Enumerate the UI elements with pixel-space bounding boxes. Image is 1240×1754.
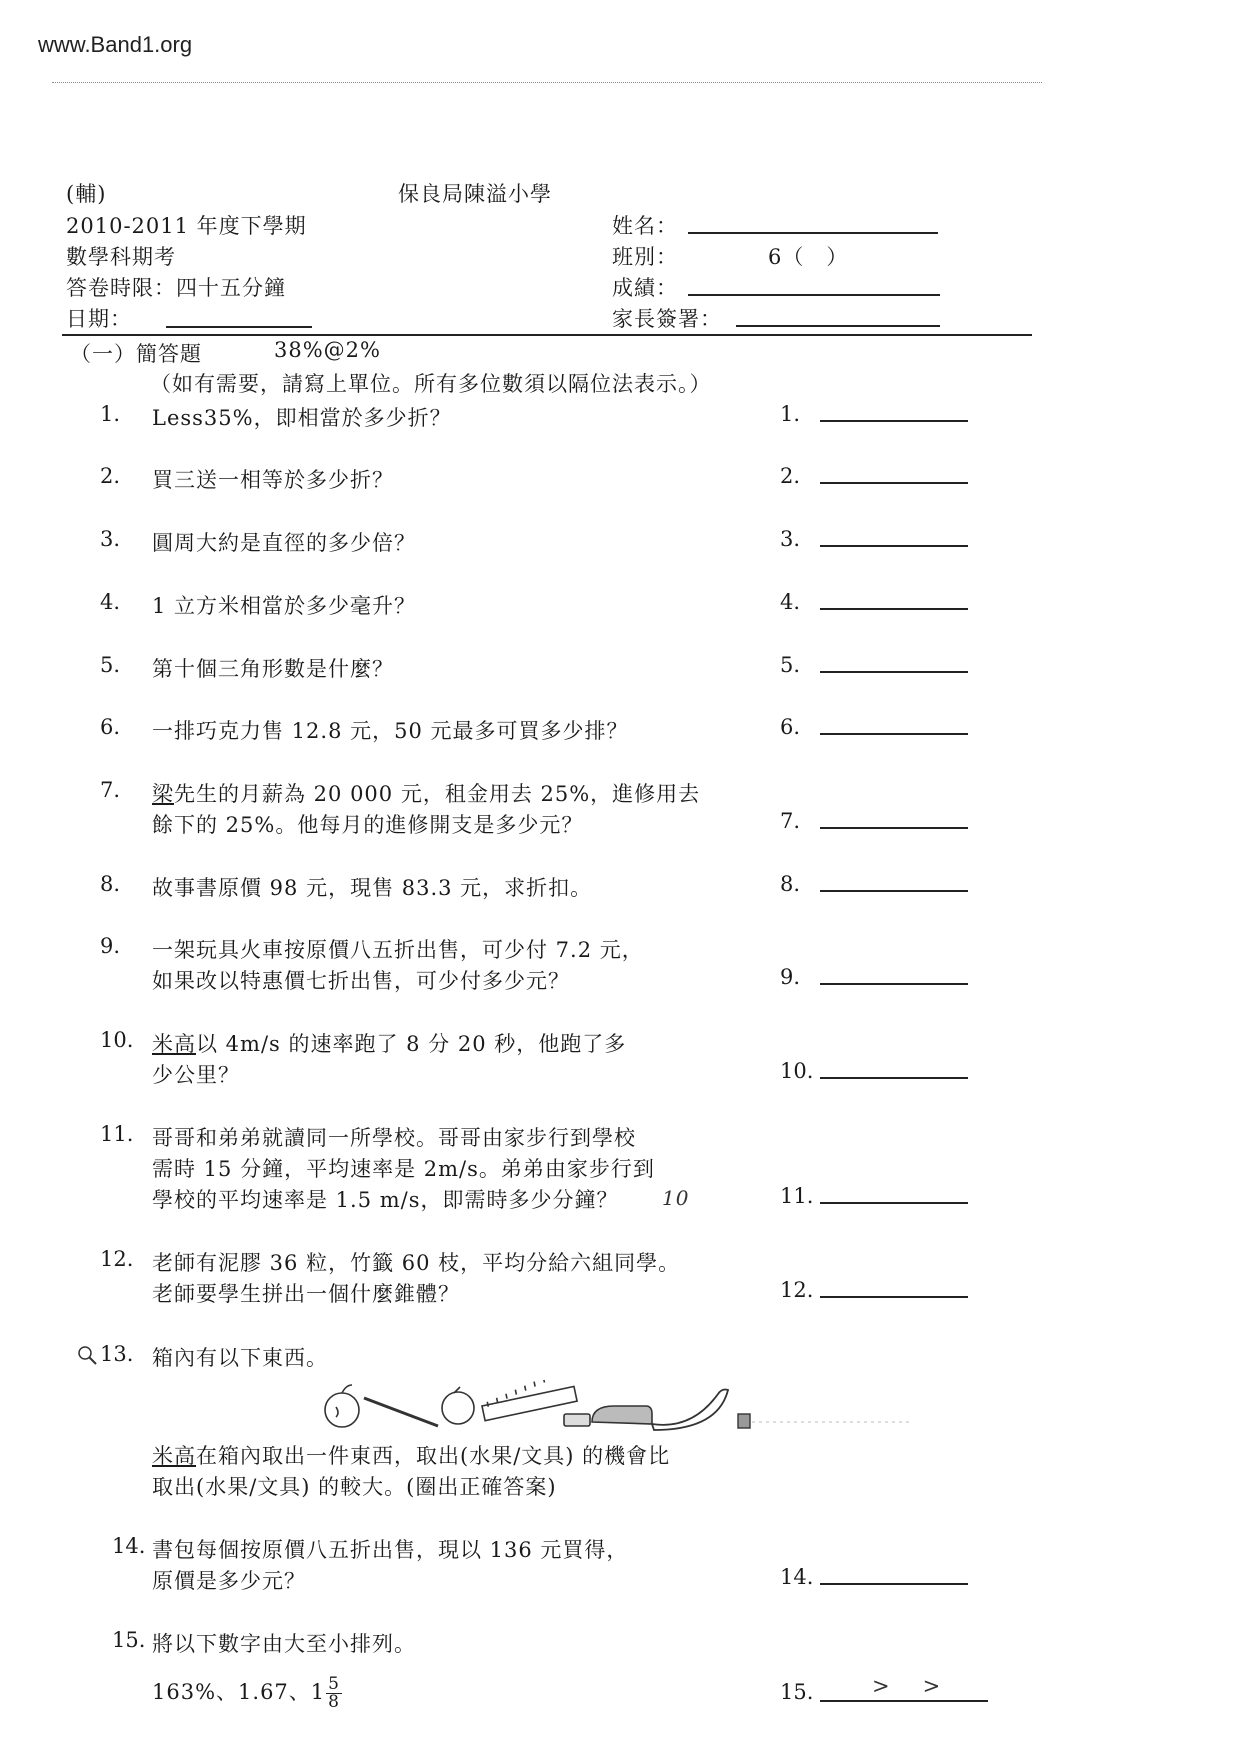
- school-year: 2010-2011 年度下學期: [66, 214, 307, 238]
- answer-number: 14.: [780, 1565, 814, 1589]
- question-text: 餘下的 25%。他每月的進修開支是多少元？: [152, 813, 584, 837]
- paper-tag: (輔): [66, 182, 107, 206]
- sharpener-icon: [738, 1414, 750, 1428]
- question-number: 1.: [100, 402, 121, 426]
- question-number: 9.: [100, 934, 121, 958]
- answer-marks: > >: [872, 1674, 947, 1698]
- question-text: Less35%，即相當於多少折？: [152, 406, 452, 430]
- parent-signature-field[interactable]: [736, 325, 940, 327]
- pencil-icon: [364, 1398, 438, 1426]
- question-number: 8.: [100, 872, 121, 896]
- school-name: 保良局陳溢小學: [398, 182, 552, 206]
- answer-line[interactable]: [820, 890, 968, 892]
- answer-number: 5.: [780, 653, 801, 677]
- question-text: 原價是多少元？: [152, 1569, 306, 1593]
- answer-number: 4.: [780, 590, 801, 614]
- q15-numbers: 163%、1.67、1 $\frac{5}{8}$: [152, 1674, 340, 1712]
- answer-line[interactable]: [820, 1202, 968, 1204]
- question-text: 需時 15 分鐘，平均速率是 2m/s。弟弟由家步行到: [152, 1157, 655, 1181]
- answer-number: 3.: [780, 527, 801, 551]
- name-label: 姓名：: [612, 214, 678, 238]
- answer-line[interactable]: [820, 671, 968, 673]
- answer-line[interactable]: [820, 983, 968, 985]
- box-items-illustration: [320, 1380, 920, 1440]
- question-number: 10.: [100, 1028, 134, 1052]
- orange-icon: [442, 1387, 474, 1424]
- answer-number: 8.: [780, 872, 801, 896]
- question-number: 4.: [100, 590, 121, 614]
- question-number: 14.: [112, 1534, 146, 1558]
- question-text: 將以下數字由大至小排列。: [152, 1632, 416, 1656]
- answer-line[interactable]: [820, 1077, 968, 1079]
- date-field[interactable]: [166, 326, 312, 328]
- question-text: 故事書原價 98 元，現售 83.3 元，求折扣。: [152, 876, 593, 900]
- magnifier-icon: [76, 1344, 98, 1370]
- question-text: 箱內有以下東西。: [152, 1346, 328, 1370]
- question-text: 買三送一相等於多少折？: [152, 468, 394, 492]
- section-note: （如有需要，請寫上單位。所有多位數須以隔位法表示。）: [150, 372, 712, 396]
- fraction: $\frac{5}{8}$: [328, 1674, 340, 1712]
- answer-line[interactable]: [820, 733, 968, 735]
- question-text: 取出(水果/文具) 的較大。(圈出正確答案): [152, 1475, 557, 1499]
- answer-line[interactable]: [820, 608, 968, 610]
- person-name: 梁: [152, 782, 174, 806]
- answer-line[interactable]: [820, 1583, 968, 1585]
- question-number: 11.: [100, 1122, 134, 1146]
- person-name: 米高: [152, 1444, 196, 1468]
- question-number: 7.: [100, 778, 121, 802]
- name-field[interactable]: [688, 232, 938, 234]
- answer-number: 10.: [780, 1059, 814, 1083]
- parent-signature-label: 家長簽署：: [612, 307, 722, 331]
- banana-icon: [652, 1390, 728, 1431]
- time-limit: 答卷時限：四十五分鐘: [66, 276, 286, 300]
- answer-number: 12.: [780, 1278, 814, 1302]
- answer-number: 15.: [780, 1680, 814, 1704]
- watermark: www.Band1.org: [38, 32, 193, 57]
- answer-number: 9.: [780, 965, 801, 989]
- class-label: 班別：: [612, 245, 678, 269]
- question-text: 哥哥和弟弟就讀同一所學校。哥哥由家步行到學校: [152, 1126, 636, 1150]
- answer-line[interactable]: [820, 1296, 968, 1298]
- answer-line[interactable]: [820, 482, 968, 484]
- question-number: 3.: [100, 527, 121, 551]
- person-name: 米高: [152, 1032, 196, 1056]
- section-marks: 38%@2%: [274, 338, 381, 362]
- question-text: 第十個三角形數是什麼？: [152, 657, 394, 681]
- question-number: 6.: [100, 715, 121, 739]
- question-number: 2.: [100, 464, 121, 488]
- class-value: 6（ ）: [768, 245, 849, 269]
- answer-line[interactable]: [820, 420, 968, 422]
- scan-dotted-line: [52, 82, 1042, 83]
- answer-line[interactable]: [820, 1700, 988, 1702]
- eraser-icon: [564, 1414, 590, 1426]
- question-text: 1 立方米相當於多少毫升？: [152, 594, 417, 618]
- question-text: 米高以 4m/s 的速率跑了 8 分 20 秒，他跑了多: [152, 1032, 627, 1056]
- apple-icon: [325, 1385, 359, 1427]
- section-title: （一）簡答題: [70, 342, 202, 366]
- question-text: 如果改以特惠價七折出售，可少付多少元？: [152, 969, 570, 993]
- question-text: 一排巧克力售 12.8 元，50 元最多可買多少排？: [152, 719, 629, 743]
- question-text: 梁先生的月薪為 20 000 元，租金用去 25%，進修用去: [152, 782, 701, 806]
- question-text: 少公里？: [152, 1063, 240, 1087]
- question-text: 老師要學生拼出一個什麼錐體？: [152, 1282, 460, 1306]
- question-text: 一架玩具火車按原價八五折出售，可少付 7.2 元，: [152, 938, 644, 962]
- question-number: 13.: [100, 1342, 134, 1366]
- question-text: 學校的平均速率是 1.5 m/s，即需時多少分鐘？: [152, 1188, 619, 1212]
- date-label: 日期：: [66, 307, 132, 331]
- answer-number: 7.: [780, 809, 801, 833]
- answer-number: 2.: [780, 464, 801, 488]
- ruler-icon: [482, 1380, 577, 1421]
- answer-line[interactable]: [820, 827, 968, 829]
- question-number: 12.: [100, 1247, 134, 1271]
- score-label: 成績：: [612, 276, 678, 300]
- question-text: 老師有泥膠 36 粒，竹籤 60 枝，平均分給六組同學。: [152, 1251, 681, 1275]
- handwritten-note: 10: [662, 1186, 690, 1210]
- answer-number: 1.: [780, 402, 801, 426]
- question-number: 15.: [112, 1628, 146, 1652]
- header-divider: [62, 334, 1032, 336]
- answer-line[interactable]: [820, 545, 968, 547]
- answer-number: 6.: [780, 715, 801, 739]
- question-text: 圓周大約是直徑的多少倍？: [152, 531, 416, 555]
- question-text: 書包每個按原價八五折出售，現以 136 元買得，: [152, 1538, 629, 1562]
- subject: 數學科期考: [66, 245, 176, 269]
- answer-number: 11.: [780, 1184, 814, 1208]
- stapler-icon: [592, 1406, 652, 1424]
- question-text: 米高在箱內取出一件東西，取出(水果/文具) 的機會比: [152, 1444, 671, 1468]
- question-number: 5.: [100, 653, 121, 677]
- score-field[interactable]: [688, 294, 940, 296]
